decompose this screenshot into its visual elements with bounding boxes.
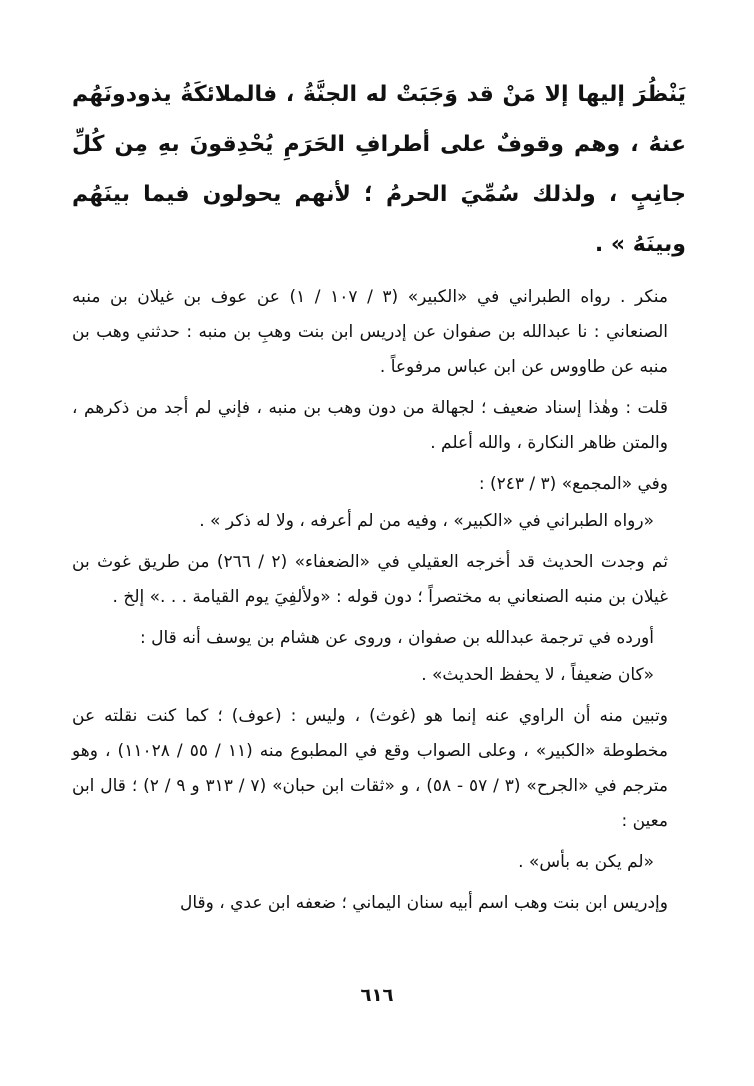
uqayli-paragraph: ثم وجدت الحديث قد أخرجه العقيلي في «الضعفاء» (٢ / ٢٦٦) من طريق غوث بن غيلان بن منبه الصنعاني به مختصراً ؛ دون قوله : «ولألفِيَ يوم القيامة . . .» إلخ . <box>72 552 668 607</box>
page-number: ٦١٦ <box>360 985 394 1006</box>
majma-reference: وفي «المجمع» (٣ / ٢٤٣) : <box>478 474 668 494</box>
author-comment-paragraph: قلت : وهٰذا إسناد ضعيف ؛ لجهالة من دون وهب بن منبه ، فإني لم أجد من ذكرهم ، والمتن ظاهر النكارة ، والله أعلم . <box>72 398 668 453</box>
tarjama-paragraph: أورده في ترجمة عبدالله بن صفوان ، وروى عن هشام بن يوسف أنه قال : <box>140 628 654 648</box>
idris-paragraph: وإدريس ابن بنت وهب اسم أبيه سنان اليماني ؛ ضعفه ابن عدي ، وقال <box>179 893 668 913</box>
page-content <box>72 70 686 927</box>
hadith-text: يَنْظُرَ إليها إلا مَنْ قد وَجَبَتْ له الجنَّةُ ، فالملائكَةُ يذودونَهُم عنهُ ، وهم وقوفٌ على أطرافِ الحَرَمِ يُحْدِقونَ بهِ مِن كُلِّ جانِبٍ ، ولذلك سُمِّيَ الحرمُ ؛ لأنهم يحولون فيما بينَهُم وبينَهُ » . <box>72 82 686 257</box>
ibn-maeen-quote: «لم يكن به بأس» . <box>518 852 654 872</box>
majma-quote: «رواه الطبراني في «الكبير» ، وفيه من لم أعرفه ، ولا له ذكر » . <box>199 511 654 531</box>
takhrij-paragraph: منكر . رواه الطبراني في «الكبير» (٣ / ١٠٧ / ١) عن عوف بن غيلان بن منبه الصنعاني : نا عبدالله بن صفوان عن إدريس ابن بنت وهبِ بن منبه : حدثني وهب بن منبه عن طاووس عن ابن عباس مرفوعاً . <box>72 287 668 377</box>
hisham-quote: «كان ضعيفاً ، لا يحفظ الحديث» . <box>421 665 654 685</box>
clarification-paragraph: وتبين منه أن الراوي عنه إنما هو (غوث) ، وليس : (عوف) ؛ كما كنت نقلته عن مخطوطة «الكبير» ، وعلى الصواب وقع في المطبوع منه (١١ / ٥٥ / ١١٠٢٨) ، وهو مترجم في «الجرح» (٣ / ٥٧ - ٥٨) ، و «ثقات ابن حبان» (٧ / ٣١٣ و ٩ / ٢) ؛ قال ابن معين : <box>72 706 668 831</box>
